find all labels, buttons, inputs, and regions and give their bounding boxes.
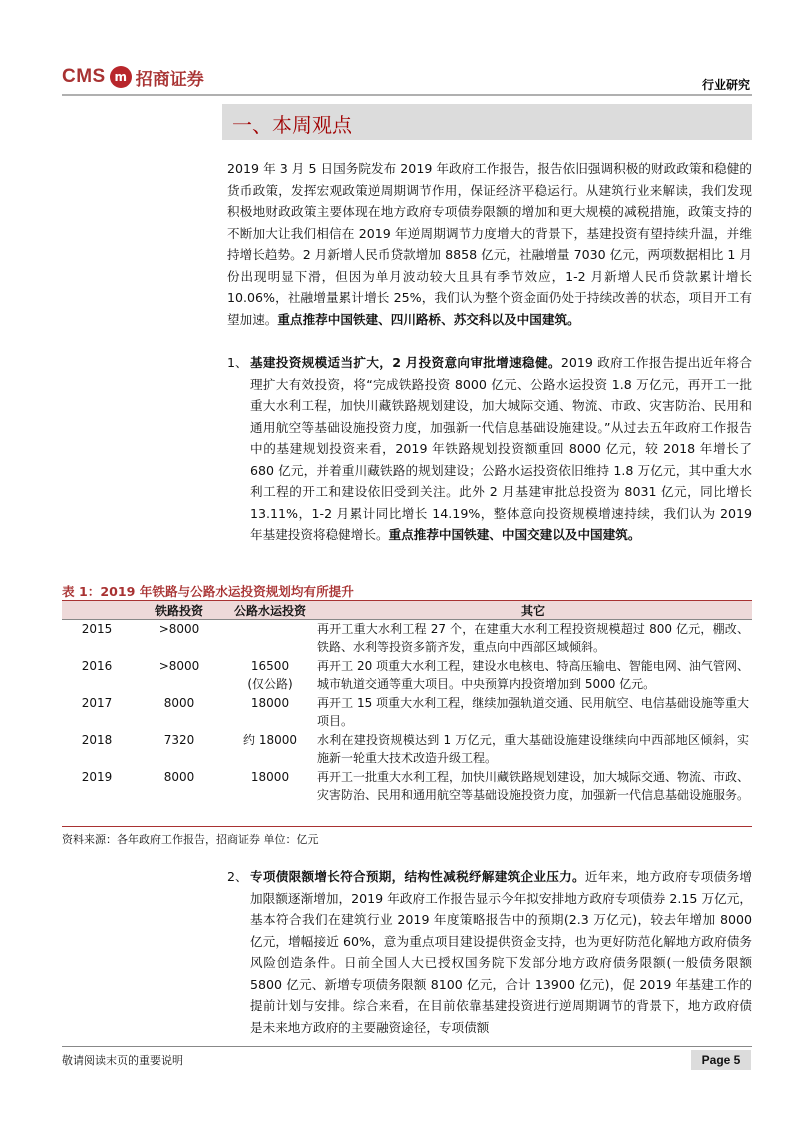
table-cell-year: 2018 xyxy=(81,733,113,747)
item-1-highlight: 重点推荐中国铁建、中国交建以及中国建筑。 xyxy=(388,527,641,542)
footer-divider xyxy=(62,1046,752,1047)
table-row xyxy=(62,694,752,730)
table-cell-rail: 8000 xyxy=(163,770,195,784)
section-heading-band xyxy=(222,104,752,140)
table-cell-rail: 7320 xyxy=(163,733,195,747)
company-logo xyxy=(62,62,204,92)
table-cell-year: 2019 xyxy=(81,770,113,784)
table-header-other: 其它 xyxy=(520,604,545,618)
table-cell-other: 再开工 15 项重大水利工程，继续加强轨道交通、民用航空、电信基础设施等重大项目。 xyxy=(317,696,749,728)
table-row xyxy=(62,768,752,824)
item-2-body: 近年来，地方政府专项债务增加限额逐渐增加，2019 年政府工作报告显示今年拟安排地方政府专项债券 2.15 万亿元，基本符合我们在建筑行业 2019 年度策略报告中的预期(2.3 万亿元)，较去年增加 8000 亿元，增幅接近 60%，意为重点项目建设提供资金支持，也为更好防范化解地方政府债务风险创造条件。日前全国人大已授权国务院下发部分地方政府债务限额(一般债务限额 5800 亿元、新增专项债务限额 8100 亿元，合计 13900 亿元)，促 2019 年基建工作的提前计划与安排。综合来看，在目前依靠基建投资进行逆周期调节的背景下，地方政府债是未来地方政府的主要融资途径，专项债额 xyxy=(250,869,753,1035)
logo-mark-icon: m xyxy=(110,66,132,88)
table-cell-rail: >8000 xyxy=(158,659,200,673)
table-cell-other: 水利在建投资规模达到 1 万亿元，重大基础设施建设继续向中西部地区倾斜，实施新一轮重大技术改造升级工程。 xyxy=(317,733,749,765)
table-cell-other: 再开工 20 项重大水利工程，建设水电核电、特高压输电、智能电网、油气管网、城市轨道交通等重大项目。中央预算内投资增加到 5000 亿元。 xyxy=(317,659,749,691)
table-header-rail: 铁路投资 xyxy=(154,604,203,618)
table-cell-road: 约 18000 xyxy=(243,733,297,747)
table-cell-road-note: (仅公路) xyxy=(247,677,293,691)
intro-text: 2019 年 3 月 5 日国务院发布 2019 年政府工作报告，报告依旧强调积极的财政政策和稳健的货币政策，发挥宏观政策逆周期调节作用，保证经济平稳运行。从建筑行业来解读，我们发现积极地财政政策主要体现在地方政府专项债券限额的增加和更大规模的减税措施，政策支持的不断加大让我们相信在 2019 年逆周期调节力度增大的背景下，基建投资有望持续升温，并维持增长趋势。2 月新增人民币贷款增加 8858 亿元，社融增量 7030 亿元，两项数据相比 1 月份出现明显下滑，但因为单月波动较大且具有季节效应，1-2 月新增人民币贷款累计增长 10.06%，社融增量累计增长 25%，我们认为整个资金面仍处于持续改善的状态，项目开工有望加速。 xyxy=(227,161,752,327)
item-2-number: 2、 xyxy=(227,869,248,884)
table-row xyxy=(62,731,752,767)
table-cell-rail: 8000 xyxy=(163,696,195,710)
item-1-body: 2019 政府工作报告提出近年将合理扩大有效投资，将“完成铁路投资 8000 亿元、公路水运投资 1.8 万亿元，再开工一批重大水利工程，加快川藏铁路规划建设，加大城际交通、物流、市政、灾害防治、民用和通用航空等基础设施投资力度，加强新一代信息基础设施建设。”从过去五年政府工作报告中的基建规划投资来看，2019 年铁路规划投资额重回 8000 亿元，较 2018 年增长了 680 亿元，并着重川藏铁路的规划建设；公路水运投资依旧维持 1.8 万亿元，其中重大水利工程的开工和建设依旧受到关注。此外 2 月基建审批总投资为 8031 亿元，同比增长 13.11%，1-2 月累计同比增长 14.19%，整体意向投资规模增速持续，我们认为 2019 年基建投资将稳健增长。 xyxy=(250,355,752,542)
report-category: 行业研究 xyxy=(701,78,750,92)
item-1-lead: 基建投资规模适当扩大，2 月投资意向审批增速稳健。 xyxy=(250,355,561,370)
intro-paragraph xyxy=(227,158,752,330)
table-cell-other: 再开工一批重大水利工程，加快川藏铁路规划建设，加大城际交通、物流、市政、灾害防治、民用和通用航空等基础设施投资力度，加强新一代信息基础设施服务。 xyxy=(317,770,750,802)
table-cell-rail: >8000 xyxy=(158,622,200,636)
header-divider xyxy=(62,94,752,96)
item-1-paragraph xyxy=(250,352,752,546)
table-cell-year: 2015 xyxy=(81,622,113,636)
section-title: 一、本周观点 xyxy=(232,113,352,137)
table-cell-year: 2016 xyxy=(81,659,113,673)
table-source: 资料来源：各年政府工作报告，招商证券 单位：亿元 xyxy=(62,833,319,846)
item-2-paragraph xyxy=(250,866,752,1038)
table-cell-year: 2017 xyxy=(81,696,113,710)
logo-chinese-name: 招商证券 xyxy=(135,69,204,90)
item-1-number: 1、 xyxy=(227,355,248,370)
table-cell-road: 18000 xyxy=(250,696,290,710)
table-title: 表 1：2019 年铁路与公路水运投资规划均有所提升 xyxy=(62,584,354,599)
table-header-row xyxy=(62,601,752,619)
page-header xyxy=(62,62,752,94)
table-row xyxy=(62,620,752,656)
logo-cms-text: CMS xyxy=(62,66,106,87)
table-header-road: 公路水运投资 xyxy=(233,604,306,618)
footer-disclaimer-note: 敬请阅读末页的重要说明 xyxy=(62,1054,183,1067)
table-cell-road: 16500 xyxy=(250,659,290,673)
table-cell-other: 再开工重大水利工程 27 个，在建重大水利工程投资规模超过 800 亿元，棚改、铁路、水利等投资多箭齐发，重点向中西部区域倾斜。 xyxy=(317,622,749,654)
table-bottom-rule xyxy=(62,826,752,827)
page-number: Page 5 xyxy=(691,1050,751,1070)
item-2-lead: 专项债限额增长符合预期，结构性减税纾解建筑企业压力。 xyxy=(250,869,585,884)
table-cell-road: 18000 xyxy=(250,770,290,784)
table-row xyxy=(62,657,752,693)
intro-highlight: 重点推荐中国铁建、四川路桥、苏交科以及中国建筑。 xyxy=(277,311,580,327)
